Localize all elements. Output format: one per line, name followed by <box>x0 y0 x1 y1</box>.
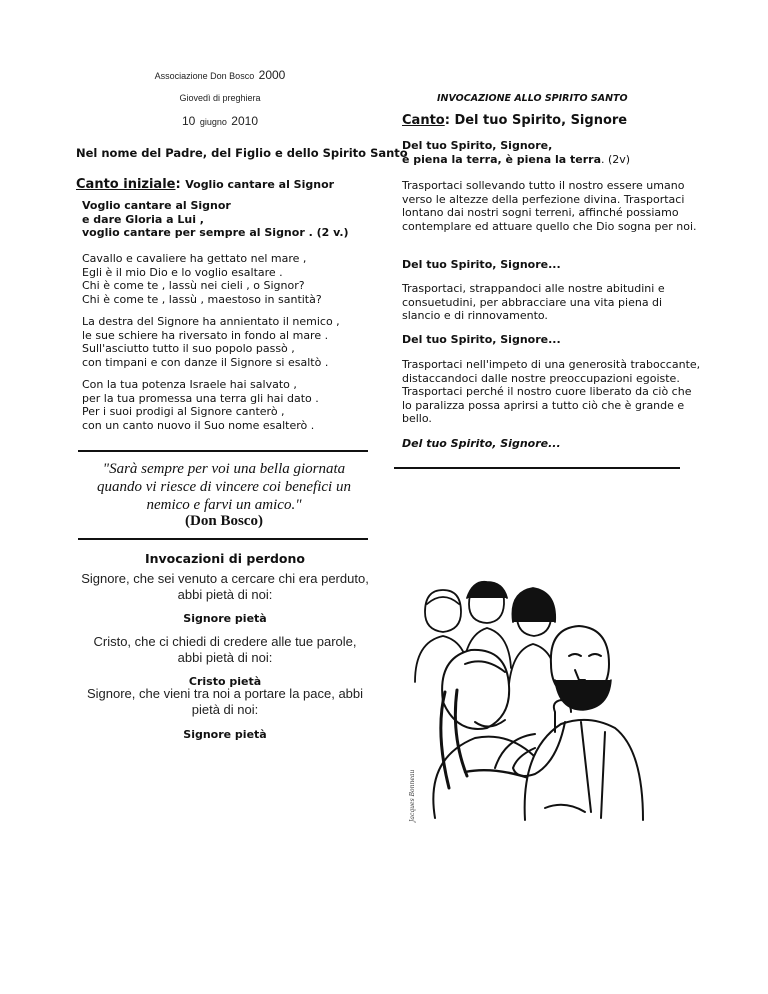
paragraph-3: Trasportaci nell'impeto di una generosità traboccante, distaccandoci dalle nostre preoccupazioni egoiste. Trasportaci perché il nostro cuore liberato da ciò che lo paralizza possa aprirsi a tutto ciò che è grande e bello. <box>402 358 701 425</box>
healed-man-figure <box>513 626 643 820</box>
event-name: Giovedì di preghiera <box>179 93 261 103</box>
invocazione-3: Signore, che vieni tra noi a portare la pace, abbi pietà di noi: <box>86 686 364 717</box>
invocazione-1: Signore, che sei venuto a cercare chi era perduto, abbi pietà di noi: <box>81 571 369 602</box>
divider-bottom <box>78 538 368 540</box>
response-1: Signore pietà <box>183 612 267 625</box>
bystander-right <box>509 588 557 684</box>
canto-heading: Canto: Del tuo Spirito, Signore <box>402 113 628 128</box>
quote-author: (Don Bosco) <box>185 513 263 529</box>
invocazioni-title: Invocazioni di perdono <box>144 551 305 566</box>
event-date: 10 giugno 2010 <box>182 114 258 128</box>
association-name: Associazione Don Bosco <box>154 71 255 81</box>
right-title: INVOCAZIONE ALLO SPIRITO SANTO <box>437 93 628 104</box>
stanza-1: Cavallo e cavaliere ha gettato nel mare , Egli è il mio Dio e lo voglio esaltare . Chi è come te , lassù nei cieli , o Signor? Chi è come te , lassù , maestoso in santità? <box>82 252 322 306</box>
right-divider <box>394 467 680 469</box>
opening-invocation: Nel nome del Padre, del Figlio e dello Spirito Santo <box>76 146 408 160</box>
canto-iniziale-heading: Canto iniziale: Voglio cantare al Signor <box>76 177 335 192</box>
response-2: Cristo pietà <box>188 675 262 688</box>
refrain-short-1: Del tuo Spirito, Signore... <box>402 258 561 271</box>
divider-top <box>78 450 368 452</box>
don-bosco-quote: "Sarà sempre per voi una bella giornata quando vi riesce di vincere coi benefici un nemico e farvi un amico." <box>97 461 351 513</box>
paragraph-2: Trasportaci, strappandoci alle nostre abitudini e consuetudini, per abbracciare una vita piena di slancio e di rinnovamento. <box>402 282 665 322</box>
invocazione-2: Cristo, che ci chiedi di credere alle tue parole, abbi pietà di noi: <box>93 634 357 665</box>
refrain-short-3: Del tuo Spirito, Signore... <box>402 437 561 450</box>
response-3: Signore pietà <box>183 728 267 741</box>
healing-illustration <box>405 572 645 822</box>
canto-iniziale-refrain: Voglio cantare al Signor e dare Gloria a Lui , voglio cantare per sempre al Signor . (2 v.) <box>82 199 349 239</box>
illustration-signature: Jacques Bonneau <box>409 769 416 822</box>
paragraph-1: Trasportaci sollevando tutto il nostro essere umano verso le altezze della perfezione divina. Trasportaci lontano dai nostri sogni terreni, affinché possiamo contemplare ed attuare quello che Dio sogna per noi. <box>402 179 697 233</box>
header-association <box>120 66 320 84</box>
refrain-short-2: Del tuo Spirito, Signore... <box>402 333 561 346</box>
stanza-3: Con la tua potenza Israele hai salvato , per la tua promessa una terra gli hai dato . Per i suoi prodigi al Signore canterò , con un canto nuovo il Suo nome esalterò . <box>82 378 319 432</box>
spirito-refrain: Del tuo Spirito, Signore, è piena la terra, è piena la terra. (2v) <box>402 139 631 166</box>
association-year: 2000 <box>258 68 286 82</box>
stanza-2: La destra del Signore ha annientato il nemico , le sue schiere ha riversato in fondo al mare . Sull'asciutto tutto il suo popolo passò , con timpani e con danze il Signore si esaltò . <box>82 315 340 369</box>
